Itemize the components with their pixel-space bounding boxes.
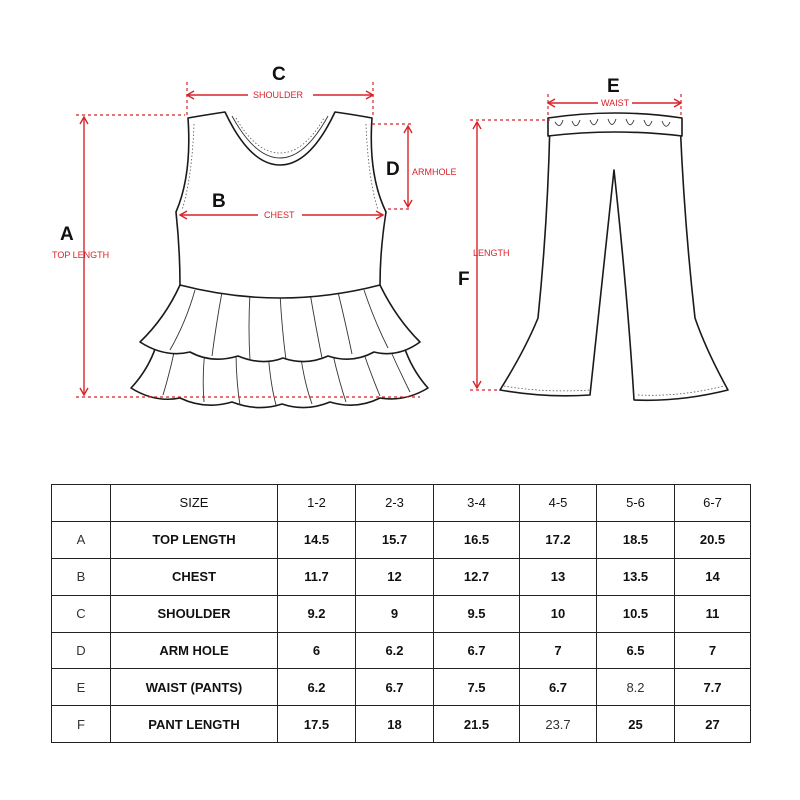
table-row (52, 669, 751, 706)
table-cell: 14 (675, 558, 751, 595)
table-cell: 12 (356, 558, 434, 595)
row-code: A (52, 521, 111, 558)
letter-e: E (607, 76, 620, 97)
table-cell: 10.5 (597, 595, 675, 632)
header-cell: 5-6 (597, 485, 675, 522)
table-row (52, 595, 751, 632)
row-code: B (52, 558, 111, 595)
header-cell: 6-7 (675, 485, 751, 522)
header-cell: 3-4 (434, 485, 520, 522)
table-cell: 11 (675, 595, 751, 632)
table-cell: 18 (356, 706, 434, 743)
armhole-label: ARMHOLE (412, 167, 457, 177)
table-cell: 15.7 (356, 521, 434, 558)
row-name: CHEST (111, 558, 278, 595)
row-code: E (52, 669, 111, 706)
row-code: C (52, 595, 111, 632)
table-cell: 7 (520, 632, 597, 669)
table-cell: 23.7 (520, 706, 597, 743)
row-name: WAIST (PANTS) (111, 669, 278, 706)
table-cell: 10 (520, 595, 597, 632)
table-cell: 18.5 (597, 521, 675, 558)
table-row (52, 632, 751, 669)
table-cell: 6.2 (356, 632, 434, 669)
table-row (52, 706, 751, 743)
table-row (52, 521, 751, 558)
table-cell: 6.7 (520, 669, 597, 706)
header-cell: SIZE (111, 485, 278, 522)
table-cell: 7 (675, 632, 751, 669)
table-cell: 12.7 (434, 558, 520, 595)
table-cell: 6 (278, 632, 356, 669)
row-code: D (52, 632, 111, 669)
table-cell: 17.5 (278, 706, 356, 743)
table-cell: 8.2 (597, 669, 675, 706)
table-cell: 14.5 (278, 521, 356, 558)
table-cell: 6.7 (356, 669, 434, 706)
header-cell: 1-2 (278, 485, 356, 522)
header-cell: 2-3 (356, 485, 434, 522)
top-garment-drawing (131, 112, 428, 408)
top-length-label: TOP LENGTH (52, 250, 110, 260)
table-cell: 25 (597, 706, 675, 743)
shoulder-label: SHOULDER (253, 90, 304, 100)
table-cell: 13.5 (597, 558, 675, 595)
table-cell: 6.2 (278, 669, 356, 706)
row-name: TOP LENGTH (111, 521, 278, 558)
table-cell: 11.7 (278, 558, 356, 595)
table-cell: 20.5 (675, 521, 751, 558)
table-cell: 17.2 (520, 521, 597, 558)
waist-label: WAIST (601, 98, 630, 108)
table-cell: 9.2 (278, 595, 356, 632)
chest-label: CHEST (264, 210, 295, 220)
table-cell: 9 (356, 595, 434, 632)
letter-b: B (212, 191, 226, 212)
letter-a: A (60, 224, 74, 245)
header-cell (52, 485, 111, 522)
pants-garment-drawing (500, 113, 728, 400)
row-name: ARM HOLE (111, 632, 278, 669)
table-cell: 6.5 (597, 632, 675, 669)
size-chart-table (51, 484, 751, 743)
table-cell: 9.5 (434, 595, 520, 632)
letter-c: C (272, 64, 286, 85)
letter-f: F (458, 269, 470, 290)
letter-d: D (386, 159, 400, 180)
table-header-row (52, 485, 751, 522)
header-cell: 4-5 (520, 485, 597, 522)
table-cell: 7.7 (675, 669, 751, 706)
table-cell: 21.5 (434, 706, 520, 743)
table-cell: 6.7 (434, 632, 520, 669)
row-name: SHOULDER (111, 595, 278, 632)
table-cell: 16.5 (434, 521, 520, 558)
table-cell: 27 (675, 706, 751, 743)
table-row (52, 558, 751, 595)
table-cell: 7.5 (434, 669, 520, 706)
row-name: PANT LENGTH (111, 706, 278, 743)
length-label: LENGTH (473, 248, 510, 258)
table-cell: 13 (520, 558, 597, 595)
row-code: F (52, 706, 111, 743)
